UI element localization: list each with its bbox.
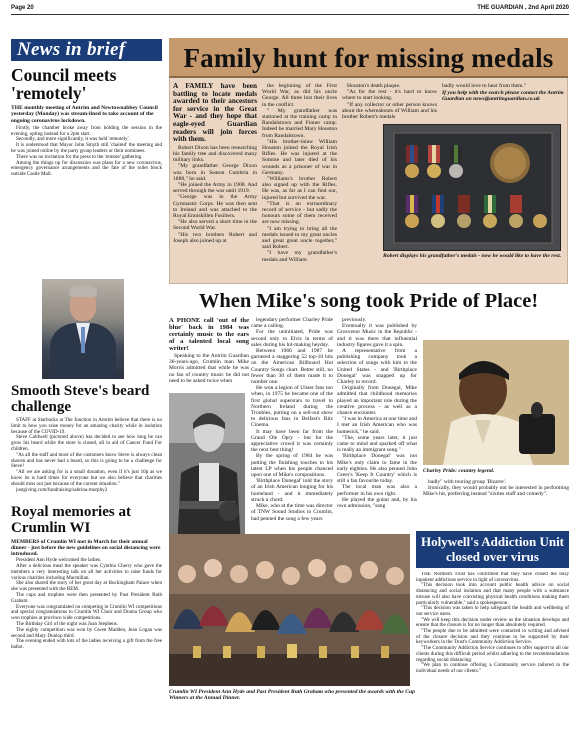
- mike-headline: When Mike's song took Pride of Place!: [198, 290, 539, 312]
- family-col-3: [342, 83, 437, 123]
- paragraph: "We will keep this decision under review as the situation develops and ensure that the closure is for no longer than absolutely required.: [416, 616, 569, 629]
- medals-illustration: [384, 125, 561, 251]
- mike-col-3: [337, 317, 417, 529]
- paragraph: "The Community Addiction Service continues to offer support to all our clients during this difficult period whilst adhering to the recommendations regarding social distancing.: [416, 645, 569, 663]
- paragraph: The eighty competition was won by Gwen Madden, Jean Logan was second and Mary Dunlop third.: [11, 626, 162, 639]
- paragraph: "This decision was taken to help safeguard the health and wellbeing of our service users.: [416, 605, 569, 617]
- paragraph: "All we are asking for is a small donation, even if it's just 10p as we know its is hard times for everyone but we also believe that charities should miss out just because of the current situation.": [11, 469, 162, 487]
- paragraph: badly" with touring group 'Bizarre'.: [428, 479, 507, 485]
- paragraph: It may have been far from the Grand Ole Opry - but for the appreciative crowd it was certainly the next best thing!: [251, 428, 333, 454]
- family-contact: If you help with the search please contact the Antrim Guardian on news@antrimguardian.co.uk: [442, 90, 564, 103]
- paragraph: She also shared the story of her great day at Buckingham Palace when she was presented with the BEM.: [11, 580, 162, 593]
- royal-headline: Royal memories at Crumlin WI: [11, 504, 131, 536]
- paragraph: For the uninitiated, Pride was second only to Elvis in terms of sales during his hit-making heyday.: [251, 329, 333, 348]
- paragraph: "His brother-inlaw William Houston joined the Royal Irish Rifles. He was injured at the Somme and later died of his wounds as a prisoner of war in Germany.: [262, 138, 337, 176]
- paragraph: 'Birthplace Donegal' told the story of an Irish American longing for his homeland - and it immediately struck a chord.: [251, 478, 333, 503]
- paragraph: "Williams's brother Robert also signed up with the Rifles. He was, as far as I can find out, injured but survived the war.: [262, 176, 337, 201]
- news-in-brief-banner: News in brief: [11, 39, 162, 61]
- charley-pride-photo: [423, 340, 569, 465]
- paragraph: By the spring of 1984 he was putting the finishing touches to his latest LP when his people chanced upon one of Mike's compositions.: [251, 453, 333, 479]
- charley-caption: Charley Pride: country legend.: [423, 468, 495, 474]
- paragraph: Firstly, the chamber broke away from holding the session in the evening, opting instead for a 2pm start.: [11, 124, 162, 137]
- paragraph: "My grandfather George Dixon was born in Seaton Cumbria in 1888," he said.: [173, 163, 257, 182]
- paragraph: "He also served a short time in the Second World War.: [173, 219, 257, 232]
- paragraph: "The, some years later, it just came to mind and sparked off what is really an immigrant song.": [337, 434, 417, 454]
- paragraph: Robert Dixon has been researching his family tree and discovered many military links.: [173, 144, 257, 164]
- paragraph: "George was in the Army Gymnastic Corps. He was then sent to Ireland and was attached to the Royal Enniskillen Fusiliers.: [173, 194, 257, 219]
- paragraph: Eventually it was published by Grosvenor Music in the Republic - and it was there that influential industry figures gave it a spin.: [337, 323, 417, 348]
- paragraph: Mike, who at the time was director of TNW Sound Studios in Crumlin, had penned the song a few years: [251, 503, 333, 522]
- family-col-4: [442, 83, 564, 123]
- family-col-1: [173, 83, 257, 283]
- paragraph: "He joined the Army in 1908. And served through the war until 1919.: [173, 181, 257, 195]
- mike-col-2: [251, 317, 333, 529]
- mike-col-4: [423, 479, 569, 524]
- header-rule: [11, 14, 569, 15]
- paragraph: "This decision took into account public health advice on social distancing and social isolation and that many people with a substance misuse will also have coexisting physical health conditions making them particularly vulnerable," said a spokesperson.: [416, 582, 569, 606]
- paragraph: STAFF at Starbucks at The Junction in Antrim believe that there is no limit to how you raise money for an amazing charity while in isolation because of the COVID-19.: [11, 417, 162, 435]
- paragraph: the beginning of the First World War, as did his uncle George. All three lost their lives in the conflict.: [262, 83, 337, 108]
- mike-morris-photo: [169, 393, 245, 548]
- page-number: Page 20: [11, 5, 34, 11]
- paragraph: "I am trying to bring all the medals issued to my great uncles and great great uncle together," said Robert.: [262, 225, 337, 251]
- steve-headline: Smooth Steve's beard challenge: [11, 383, 150, 415]
- medals-photo: [383, 124, 561, 251]
- paragraph: Among the things up for discussion was plans for a new coronavirus, emergency governance arrangements and the fate of the toilet block outside Castle Mall.: [11, 159, 162, 178]
- paragraph: Originally from Donegal, Mike admitted that childhood memories played an important role during the creative process - as well as a chance encounter.: [337, 385, 417, 417]
- holywell-headline: Holywell's Addiction Unit closed over virus: [416, 531, 569, 568]
- paragraph: Between 1966 and 1987 he garnered a staggering 52 top-10 hits on the American Billboard Hot Country Songs chart. Better still, no fewer than 30 of them made it to number one.: [251, 348, 333, 386]
- medals-caption: Robert displays his grandfather's medals - now he would like to have the rest.: [383, 253, 562, 259]
- paragraph: Steve Caldwell (pictured above) has decided to see how long he can grow his beard while the store is closed, all in aid of Cancer Fund For children.: [11, 434, 162, 452]
- paragraph: "The people due to be admitted were contacted in writing and advised of the closure decision and they continue to be supported by their keyworkers in the Trust's Community Addiction Service.: [416, 628, 569, 646]
- paragraph: It is understood that Mayor John Smyth still 'chaired' the meeting and he was joined online by the party group leaders or their nominees.: [11, 142, 162, 155]
- paragraph: 'Birthplace Donegal' was not Mike's only claim to fame in the early eighties. He also penned John Greer's 'Keep It Country' which is still a fan favourite today.: [337, 453, 417, 485]
- paragraph: The Birthday Girl of the night was Joan Stephens.: [16, 621, 118, 628]
- paragraph: Everyone was congratulated on competing in Crumlin WI competitions and special congratulations to Crumlin WI Choir and Drama Group who won trophies at province wide competitions.: [11, 603, 162, 622]
- paragraph: "His two brothers Robert and Joseph also joined up at: [173, 231, 257, 244]
- council-lead: THE monthly meeting of Antrim and Newtownabbey Council yesterday (Monday) was stream-lined to take account of the ongoing coronavirus lockdown.: [11, 105, 158, 124]
- paragraph: "As for the rest - it's hard to know where to start looking.: [342, 89, 437, 102]
- paragraph: THE Northern Trust has confirmed that they have closed the busy inpatient addictions service in light of coronavirus.: [416, 572, 569, 583]
- paragraph: The local man was also a performer in his own right.: [337, 484, 417, 497]
- steve-photo: [42, 279, 124, 379]
- royal-lead: MEMBERS of Crumlin WI met in March for their annual dinner - just before the new guidelines on social distancing were introduced.: [11, 539, 161, 558]
- paragraph: previously.: [342, 317, 367, 323]
- paragraph: He played the guitar and, by his own admission, "sang: [337, 496, 417, 510]
- family-lead: A FAMILY have been battling to locate medals awarded to their ancestors for service in the Great War - and they hope that eagle-eyed Guardian readers will join forces with them.: [173, 83, 257, 144]
- paragraph: "We plan to continue offering a Community service tailored to the individual needs of our clients.": [416, 662, 569, 674]
- holywell-article: [416, 572, 569, 730]
- group-caption: Crumlin WI President Ann Hyde and Past President Ruth Graham who presented the awards with the Cup Winners at the Annual Dinner.: [169, 689, 415, 702]
- mike-lead: A PHONE call 'out of the blue' back in 1984 was certainly music to the ears of a talented local song writer!: [169, 317, 249, 352]
- crumlin-wi-group-photo: [169, 534, 410, 686]
- family-closing: badly would love to hear from them.": [442, 83, 527, 89]
- paragraph: "If any collector or other person knows about the whereabouts of William and his brother Robert's medals: [342, 101, 437, 121]
- paragraph: The evening ended with lots of the ladies receiving a gift from the free ballot.: [11, 638, 162, 651]
- paragraph: He won a legion of Ulster fans too when, in 1975 he became one of the first global superstars to travel to Northern Ireland during the Troubles, putting on a sell-out show to delirious fans in Belfast's Ritz Cinema.: [251, 385, 333, 429]
- paragraph: "As all the staff and most of the customers know Steve is always clean shaven and has never had a beard, so this is going to be a challenge for Steve!: [11, 451, 162, 470]
- masthead: THE GUARDIAN , 2nd April 2020: [477, 5, 569, 11]
- steve-article: [11, 383, 162, 503]
- paragraph: A representative from a publishing company took a selection of songs with him to the United States - and 'Birthplace Donegal' was snapped up for Charley to record.: [337, 348, 417, 386]
- paragraph: There was no invitation for the press to the 'remote' gathering.: [16, 153, 143, 160]
- council-article: [11, 66, 162, 252]
- paragraph: "That is an extraordinary record of service - but sadly the honours some of them received are now missing.: [262, 200, 337, 226]
- paragraph: justgiving.com/fundraising/sabrina-murphy2: [16, 486, 108, 493]
- family-headline: Family hunt for missing medals: [169, 38, 568, 78]
- paragraph: Ironically, they would probably not be interested in performing Mike's hit, preferring instead "sixties stuff and comedy".: [423, 485, 569, 498]
- family-col-2: [262, 83, 337, 283]
- council-headline: Council meets 'remotely': [11, 66, 117, 103]
- paragraph: legendary performer Charley Pride came a calling.: [251, 317, 333, 330]
- paragraph: The cups and trophies were then presented by Past President Ruth Graham.: [11, 592, 162, 604]
- paragraph: "I have my grandfather's medals and William: [262, 250, 337, 263]
- paragraph: President Ann Hyde welcomed the ladies.: [16, 557, 102, 564]
- mike-col-1: [169, 317, 249, 391]
- royal-article: [11, 504, 162, 732]
- paragraph: " My grandfather was stationed at the training camp in Randalstown and Finner camp. Indeed he married Mary Houston from Randalstown.: [262, 107, 337, 139]
- paragraph: Speaking to the Antrim Guardian 36-years-ago, Crumlin man Mike Morris admitted that while he was no fan of country music he did not need to be asked twice when: [169, 353, 249, 384]
- paragraph: After a delicious meal the speaker was Cynthia Cherry who gave the members a very interesting talk on all her activities to raise funds for various charities including Macmillan.: [11, 563, 162, 581]
- paragraph: "I was in America at one time and I met an Irish American who was homesick," he said.: [337, 416, 417, 435]
- paragraph: Secondly, and more significantly, it was held 'remotely'.: [16, 136, 130, 143]
- paragraph: Houston's death plaque.: [347, 83, 401, 89]
